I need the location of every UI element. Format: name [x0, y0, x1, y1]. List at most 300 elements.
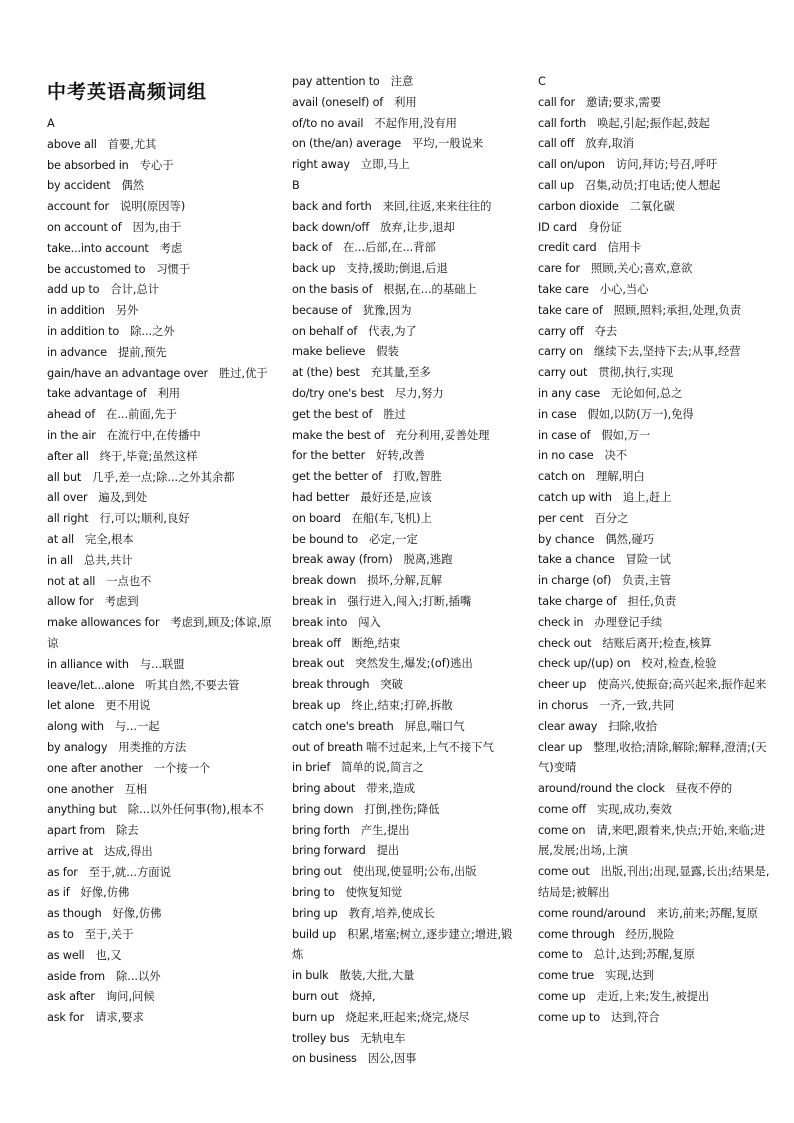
phrase-english: back down/off — [292, 220, 369, 234]
phrase-entry — [538, 800, 773, 821]
phrase-english: anything but — [47, 803, 117, 817]
phrase-entry — [538, 1008, 773, 1029]
phrase-chinese: 照顾,照料;承担,处理,负责 — [613, 303, 742, 317]
phrase-english: take charge of — [538, 594, 617, 608]
phrase-chinese: 因为,由于 — [132, 220, 182, 234]
phrase-entry — [47, 135, 282, 156]
phrase-english: break into — [292, 615, 348, 629]
phrase-chinese: 使出现,使显明;公布,出版 — [352, 865, 477, 879]
phrase-chinese: 办理登记手续 — [594, 615, 663, 629]
phrase-chinese: 损坏,分解,瓦解 — [367, 574, 443, 588]
phrase-entry — [538, 134, 773, 155]
phrase-entry — [47, 384, 282, 405]
phrase-english: make allowances for — [47, 616, 160, 630]
column-3 — [538, 72, 773, 1029]
phrase-english: break in — [292, 594, 337, 608]
phrase-chinese: 邀请;要求,需要 — [585, 95, 662, 109]
phrase-english: all right — [47, 512, 89, 526]
phrase-english: clear up — [538, 740, 583, 754]
phrase-entry — [47, 176, 282, 197]
phrase-chinese: 充其量,至多 — [370, 366, 431, 380]
phrase-english: after all — [47, 449, 89, 463]
phrase-entry — [292, 446, 517, 467]
phrase-entry — [47, 821, 282, 842]
phrase-english: one another — [47, 782, 114, 796]
phrase-entry — [47, 717, 282, 738]
phrase-entry — [538, 925, 773, 946]
phrase-entry — [538, 114, 773, 135]
phrase-english: one after another — [47, 761, 143, 775]
phrase-chinese: 在船(车,飞机)上 — [351, 511, 432, 525]
phrase-entry — [47, 509, 282, 530]
phrase-chinese: 召集,动员;打电话;使人想起 — [584, 178, 721, 192]
phrase-entry — [292, 738, 517, 759]
phrase-english: come to — [538, 948, 583, 962]
phrase-english: break up — [292, 698, 341, 712]
phrase-english: call for — [538, 95, 575, 109]
phrase-english: in addition to — [47, 324, 120, 338]
phrase-entry — [292, 384, 517, 405]
phrase-entry — [538, 675, 773, 696]
phrase-entry — [292, 322, 517, 343]
phrase-english: right away — [292, 158, 350, 172]
phrase-chinese: 立即,马上 — [360, 158, 410, 172]
phrase-chinese: 说明(原因等) — [119, 200, 186, 214]
phrase-chinese: 充分利用,妥善处理 — [395, 428, 490, 442]
phrase-english: avail (oneself) of — [292, 95, 384, 109]
phrase-chinese: 提出 — [376, 844, 400, 858]
phrase-chinese: 必定,一定 — [369, 532, 418, 546]
phrase-entry — [47, 800, 282, 821]
phrase-entry — [292, 509, 517, 530]
phrase-entry — [538, 363, 773, 384]
phrase-chinese: 带来,造成 — [366, 782, 416, 796]
phrase-chinese: 烧掉, — [349, 990, 376, 1004]
phrase-chinese: 无论如何,总之 — [611, 386, 683, 400]
phrase-english: in no case — [538, 449, 594, 463]
phrase-english: in alliance with — [47, 657, 129, 671]
phrase-chinese: 完全,根本 — [84, 532, 134, 546]
phrase-english: arrive at — [47, 844, 93, 858]
phrase-english: call forth — [538, 116, 587, 130]
phrase-entry — [538, 530, 773, 551]
phrase-chinese: 理解,明白 — [596, 470, 645, 484]
phrase-entry — [292, 758, 517, 779]
phrase-english: take care of — [538, 303, 603, 317]
phrase-chinese: 脱离,逃跑 — [403, 553, 453, 567]
phrase-entry — [538, 426, 773, 447]
phrase-entry — [538, 322, 773, 343]
phrase-entry — [47, 904, 282, 925]
phrase-english: in case of — [538, 428, 591, 442]
phrase-chinese: 小心,当心 — [599, 282, 649, 296]
phrase-chinese: 扫除,收拾 — [608, 719, 658, 733]
phrase-english: at (the) best — [292, 366, 360, 380]
phrase-entry — [292, 654, 517, 675]
phrase-entry — [538, 717, 773, 738]
phrase-english: all over — [47, 491, 88, 505]
phrase-english: call up — [538, 178, 574, 192]
phrase-chinese: 与...一起 — [114, 720, 160, 734]
phrase-chinese: 至于,关于 — [84, 928, 134, 942]
phrase-chinese: 最好还是,应该 — [360, 490, 432, 504]
phrase-english: per cent — [538, 511, 584, 525]
phrase-chinese: 信用卡 — [607, 241, 642, 255]
phrase-entry — [292, 280, 517, 301]
phrase-english: as to — [47, 928, 74, 942]
phrase-entry — [47, 696, 282, 717]
phrase-entry — [538, 592, 773, 613]
phrase-chinese: 提前,预先 — [117, 345, 167, 359]
phrase-chinese: 用类推的方法 — [118, 740, 187, 754]
section-letter: C — [538, 75, 546, 88]
phrase-chinese: 夺去 — [594, 324, 618, 338]
phrase-chinese: 遍及,到处 — [98, 491, 148, 505]
phrase-chinese: 假如,万一 — [601, 428, 651, 442]
phrase-english: come up to — [538, 1010, 600, 1024]
phrase-entry — [292, 1029, 517, 1050]
phrase-english: carbon dioxide — [538, 199, 619, 213]
phrase-chinese: 偶然 — [121, 179, 145, 193]
phrase-entry — [47, 738, 282, 759]
phrase-entry — [538, 301, 773, 322]
phrase-chinese: 除...以外 — [115, 969, 161, 983]
phrase-entry — [47, 239, 282, 260]
phrase-english: on the basis of — [292, 282, 373, 296]
phrase-chinese: 胜过,优于 — [218, 366, 268, 380]
phrase-entry — [538, 509, 773, 530]
phrase-chinese: 假如,以防(万一),免得 — [587, 407, 694, 421]
phrase-english: be accustomed to — [47, 262, 146, 276]
section-letter: A — [47, 117, 55, 130]
phrase-english: as if — [47, 886, 70, 900]
phrase-entry — [292, 72, 517, 93]
phrase-chinese: 达到,符合 — [610, 1010, 660, 1024]
phrase-entry — [292, 405, 517, 426]
phrase-entry — [538, 966, 773, 987]
phrase-chinese: 支持,援助;倒退,后退 — [346, 262, 448, 276]
phrase-chinese: 二氧化碳 — [629, 199, 675, 213]
phrase-chinese: 继续下去,坚持下去;从事,经营 — [593, 345, 741, 359]
phrase-chinese: 放弃,让步,退却 — [380, 220, 455, 234]
phrase-chinese: 一齐,一致,共同 — [599, 698, 675, 712]
phrase-entry — [538, 176, 773, 197]
phrase-chinese: 互相 — [124, 782, 148, 796]
phrase-chinese: 一点也不 — [106, 574, 152, 588]
phrase-chinese: 结账后离开;检查,核算 — [602, 636, 712, 650]
phrase-english: ahead of — [47, 408, 96, 422]
phrase-chinese: 经历,脱险 — [625, 927, 675, 941]
phrase-chinese: 假装 — [376, 345, 399, 359]
phrase-entry — [292, 883, 517, 904]
phrase-chinese: 整理,收拾;清除,解除;解释,澄清;(天气)变晴 — [538, 740, 767, 775]
phrase-english: bring to — [292, 886, 335, 900]
phrase-chinese: 不起作用,没有用 — [374, 116, 457, 130]
phrase-english: back up — [292, 262, 336, 276]
phrase-chinese: 考虑 — [159, 241, 183, 255]
phrase-english: get the better of — [292, 470, 382, 484]
phrase-english: on account of — [47, 220, 122, 234]
phrase-english: apart from — [47, 824, 105, 838]
phrase-chinese: 实现,达到 — [605, 969, 654, 983]
page-title: 中考英语高频词组 — [47, 81, 208, 103]
phrase-chinese: 总计,达到;苏醒,复原 — [593, 948, 695, 962]
phrase-entry — [292, 467, 517, 488]
phrase-english: do/try one's best — [292, 386, 384, 400]
phrase-entry — [292, 925, 517, 967]
phrase-chinese: 专心于 — [139, 158, 174, 172]
phrase-english: check out — [538, 636, 592, 650]
phrase-english: on behalf of — [292, 324, 358, 338]
phrase-english: check up/(up) on — [538, 657, 631, 671]
phrase-chinese: 放弃,取消 — [585, 137, 635, 151]
phrase-entry — [538, 467, 773, 488]
phrase-english: bring forward — [292, 844, 366, 858]
entry-list — [292, 72, 517, 1070]
phrase-entry — [292, 550, 517, 571]
phrase-english: catch one's breath — [292, 719, 394, 733]
phrase-entry — [47, 280, 282, 301]
phrase-entry — [47, 322, 282, 343]
phrase-entry — [538, 945, 773, 966]
phrase-entry — [538, 738, 773, 780]
phrase-entry — [292, 862, 517, 883]
phrase-entry — [47, 572, 282, 593]
phrase-chinese: 打倒,挫伤;降低 — [364, 802, 440, 816]
phrase-chinese: 突然发生,爆发;(of)逃出 — [355, 657, 473, 671]
phrase-entry — [47, 1008, 282, 1029]
phrase-english: come off — [538, 802, 586, 816]
phrase-english: make believe — [292, 345, 366, 359]
phrase-english: aside from — [47, 969, 105, 983]
phrase-entry — [292, 134, 517, 155]
phrase-english: add up to — [47, 283, 100, 297]
phrase-english: catch up with — [538, 490, 612, 504]
phrase-english: by accident — [47, 179, 111, 193]
phrase-chinese: 终于,毕竟;虽然这样 — [99, 449, 198, 463]
phrase-chinese: 合计,总计 — [110, 283, 160, 297]
phrase-english: bring about — [292, 782, 356, 796]
phrase-chinese: 除去 — [115, 824, 139, 838]
phrase-chinese: 首要,尤其 — [107, 137, 157, 151]
phrase-entry — [538, 93, 773, 114]
phrase-entry — [292, 426, 517, 447]
phrase-chinese: 好像,仿佛 — [112, 907, 162, 921]
phrase-chinese: 担任,负责 — [627, 594, 677, 608]
phrase-english: around/round the clock — [538, 782, 665, 796]
phrase-english: of/to no avail — [292, 116, 364, 130]
phrase-english: by chance — [538, 532, 595, 546]
phrase-chinese: 追上,赶上 — [622, 490, 672, 504]
phrase-chinese: 喘不过起来,上气不接下气 — [366, 740, 494, 754]
phrase-chinese: 询问,问候 — [105, 990, 155, 1004]
phrase-chinese: 散装,大批,大量 — [339, 969, 415, 983]
phrase-english: check in — [538, 615, 584, 629]
phrase-entry — [292, 1049, 517, 1070]
phrase-english: cheer up — [538, 678, 587, 692]
phrase-entry — [47, 967, 282, 988]
phrase-entry — [47, 488, 282, 509]
phrase-english: as well — [47, 948, 85, 962]
phrase-chinese: 请求,要求 — [95, 1011, 144, 1025]
phrase-entry — [538, 197, 773, 218]
phrase-english: above all — [47, 137, 97, 151]
phrase-entry — [538, 862, 773, 904]
phrase-entry — [292, 155, 517, 176]
phrase-chinese: 冒险一试 — [625, 553, 671, 567]
phrase-chinese: 根据,在...的基础上 — [383, 282, 477, 296]
phrase-chinese: 几乎,差一点;除...之外其余都 — [92, 470, 235, 484]
phrase-english: bring down — [292, 802, 354, 816]
phrase-chinese: 简单的说,简言之 — [341, 761, 424, 775]
phrase-entry — [47, 218, 282, 239]
phrase-entry — [538, 384, 773, 405]
phrase-entry — [538, 280, 773, 301]
phrase-entry — [538, 218, 773, 239]
phrase-entry — [47, 676, 282, 697]
phrase-chinese: 负责,主管 — [622, 574, 672, 588]
phrase-entry — [47, 156, 282, 177]
phrase-entry — [292, 93, 517, 114]
phrase-chinese: 更不用说 — [105, 699, 151, 713]
phrase-english: build up — [292, 927, 337, 941]
phrase-english: on board — [292, 511, 341, 525]
phrase-entry — [292, 197, 517, 218]
phrase-chinese: 注意 — [390, 75, 414, 88]
entry-list — [47, 114, 282, 1029]
phrase-entry — [292, 342, 517, 363]
phrase-entry — [292, 571, 517, 592]
phrase-chinese: 达成,得出 — [103, 844, 153, 858]
phrase-chinese: 使恢复知觉 — [345, 886, 403, 900]
phrase-entry — [538, 654, 773, 675]
phrase-entry — [47, 925, 282, 946]
phrase-english: on business — [292, 1052, 357, 1066]
phrase-chinese: 好像,仿佛 — [80, 886, 130, 900]
phrase-english: break down — [292, 574, 357, 588]
phrase-english: get the best of — [292, 407, 373, 421]
phrase-entry — [292, 717, 517, 738]
phrase-english: ask after — [47, 990, 95, 1004]
phrase-chinese: 无轨电车 — [360, 1031, 406, 1045]
phrase-chinese: 在流行中,在传播中 — [106, 428, 201, 442]
phrase-chinese: 积累,堵塞;树立,逐步建立;增进,锻炼 — [292, 927, 513, 962]
phrase-english: make the best of — [292, 428, 385, 442]
phrase-entry — [538, 634, 773, 655]
phrase-chinese: 百分之 — [594, 511, 629, 525]
phrase-chinese: 身份证 — [587, 220, 622, 234]
phrase-entry — [538, 488, 773, 509]
phrase-chinese: 考虑到,顾及;体谅,原谅 — [47, 616, 272, 650]
phrase-english: break through — [292, 678, 370, 692]
phrase-chinese: 另外 — [115, 304, 139, 318]
phrase-entry — [292, 800, 517, 821]
phrase-entry — [538, 987, 773, 1008]
phrase-entry — [292, 613, 517, 634]
phrase-english: take...into account — [47, 241, 149, 255]
phrase-entry — [538, 446, 773, 467]
phrase-english: back and forth — [292, 199, 372, 213]
phrase-chinese: 实现,成功,奏效 — [596, 802, 672, 816]
phrase-entry — [292, 696, 517, 717]
phrase-english: ask for — [47, 1011, 85, 1025]
phrase-english: in brief — [292, 761, 331, 775]
phrase-english: at all — [47, 532, 74, 546]
phrase-english: take advantage of — [47, 387, 147, 401]
phrase-english: carry off — [538, 324, 584, 338]
phrase-english: leave/let...alone — [47, 678, 135, 692]
phrase-entry — [47, 613, 282, 655]
phrase-entry — [47, 260, 282, 281]
phrase-entry — [538, 238, 773, 259]
phrase-entry — [292, 238, 517, 259]
phrase-english: back of — [292, 241, 332, 255]
phrase-entry — [47, 863, 282, 884]
phrase-entry — [47, 447, 282, 468]
phrase-english: along with — [47, 720, 104, 734]
phrase-entry — [292, 259, 517, 280]
phrase-chinese: 好转,改善 — [376, 449, 425, 463]
phrase-entry — [47, 468, 282, 489]
phrase-english: as for — [47, 865, 78, 879]
phrase-english: out of breath — [292, 740, 364, 754]
phrase-entry — [538, 821, 773, 863]
phrase-entry — [292, 363, 517, 384]
phrase-entry — [47, 405, 282, 426]
phrase-entry — [538, 904, 773, 925]
phrase-entry — [292, 904, 517, 925]
phrase-english: call on/upon — [538, 158, 605, 172]
phrase-chinese: 利用 — [157, 387, 181, 401]
phrase-entry — [292, 966, 517, 987]
phrase-entry — [538, 613, 773, 634]
phrase-entry — [538, 571, 773, 592]
phrase-entry — [47, 987, 282, 1008]
phrase-chinese: 走近,上来;发生,被提出 — [596, 990, 710, 1004]
phrase-chinese: 昼夜不停的 — [675, 782, 733, 796]
phrase-english: bring out — [292, 865, 342, 879]
phrase-chinese: 除...以外任何事(物),根本不 — [127, 803, 264, 817]
phrase-english: by analogy — [47, 740, 108, 754]
phrase-chinese: 犹豫,因为 — [362, 303, 412, 317]
phrase-chinese: 唤起,引起;振作起,鼓起 — [597, 116, 710, 130]
phrase-entry — [538, 342, 773, 363]
phrase-chinese: 在...后部,在...背部 — [342, 241, 436, 255]
phrase-english: as though — [47, 907, 102, 921]
phrase-english: had better — [292, 490, 350, 504]
phrase-chinese: 来访,前来;苏醒,复原 — [656, 906, 758, 920]
phrase-english: trolley bus — [292, 1031, 350, 1045]
phrase-english: take a chance — [538, 553, 615, 567]
phrase-chinese: 终止,结束;打碎,拆散 — [351, 698, 453, 712]
phrase-entry — [47, 883, 282, 904]
phrase-entry — [292, 301, 517, 322]
phrase-chinese: 代表,为了 — [368, 324, 417, 338]
phrase-chinese: 屏息,喘口气 — [404, 719, 465, 733]
phrase-english: because of — [292, 303, 352, 317]
phrase-chinese: 访问,拜访;号召,呼吁 — [615, 158, 718, 172]
phrase-entry — [292, 592, 517, 613]
phrase-english: all but — [47, 470, 82, 484]
phrase-entry — [47, 946, 282, 967]
phrase-english: carry on — [538, 345, 583, 359]
phrase-english: pay attention to — [292, 75, 380, 88]
phrase-entry — [47, 655, 282, 676]
phrase-chinese: 至于,就...方面说 — [88, 865, 171, 879]
phrase-english: gain/have an advantage over — [47, 366, 208, 380]
phrase-chinese: 突破 — [380, 678, 403, 692]
phrase-english: carry out — [538, 366, 588, 380]
